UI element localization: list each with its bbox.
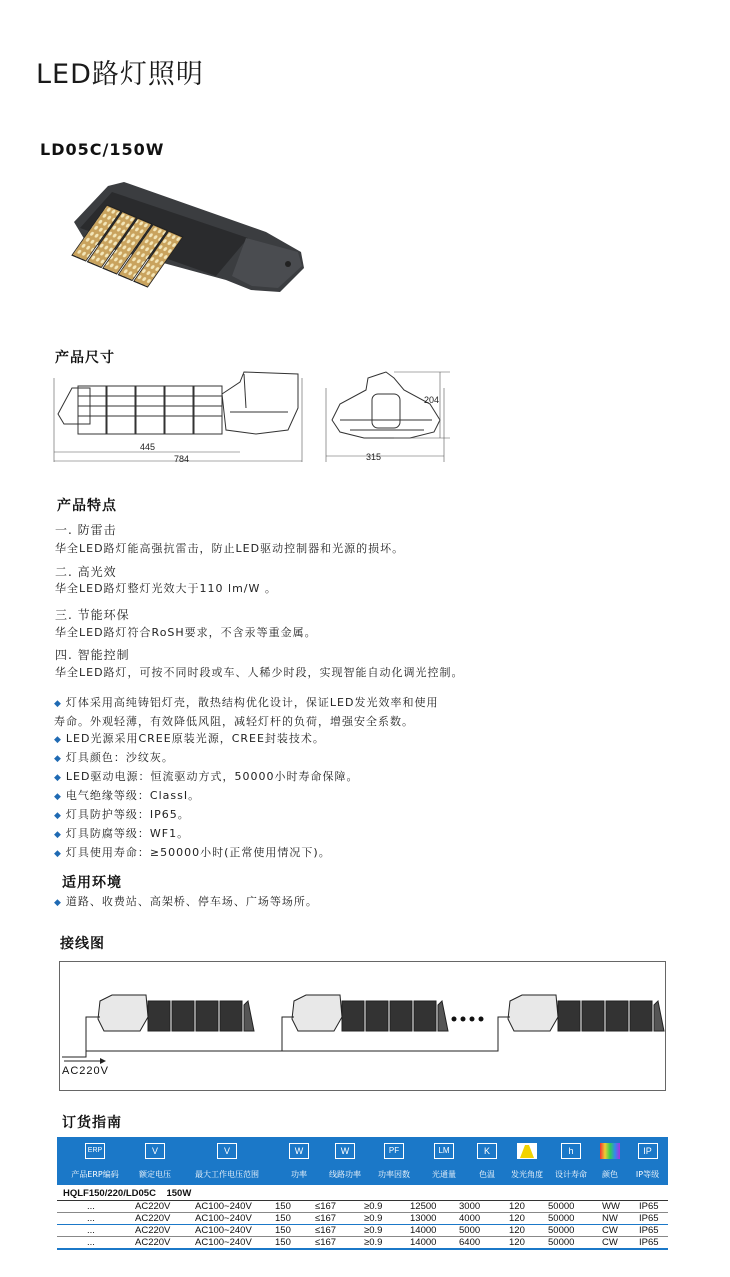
feature-desc: 华全LED路灯整灯光效大于110 lm/W 。 xyxy=(55,582,277,595)
feature-desc: 华全LED路灯符合RoSH要求，不含汞等重金属。 xyxy=(55,626,317,639)
voltage-icon: V xyxy=(145,1143,165,1159)
feature-title: 二. 高光效 xyxy=(55,565,117,579)
header-col-voltage: V 额定电压 xyxy=(133,1137,177,1185)
section-wiring-title: 接线图 xyxy=(60,936,105,952)
ip-icon: IP xyxy=(638,1143,658,1159)
bullet-icon: ◆ xyxy=(54,735,62,745)
spec-bullet: ◆ 灯具使用寿命：≥50000小时(正常使用情况下)。 xyxy=(54,846,331,859)
bullet-icon: ◆ xyxy=(54,792,62,802)
spec-bullet: ◆ 灯具防腐等级：WF1。 xyxy=(54,827,190,840)
bullet-icon: ◆ xyxy=(54,754,62,764)
spec-bullet: ◆ 电气绝缘等级：ClassⅠ。 xyxy=(54,789,201,802)
voltage-icon: V xyxy=(217,1143,237,1159)
wiring-voltage-label: AC220V xyxy=(62,1065,109,1077)
header-col-lumen: LM 光通量 xyxy=(419,1137,469,1185)
table-row: ... AC220V AC100~240V 150 ≤167 ≥0.9 14000 5000 120 50000 CW IP65 xyxy=(87,1225,659,1236)
feature-title: 四. 智能控制 xyxy=(55,648,130,662)
bullet-icon: ◆ xyxy=(54,811,62,821)
header-col-ip: IP IP等级 xyxy=(627,1137,668,1185)
dim-length-total: 784 xyxy=(174,454,190,464)
dim-length-inner: 445 xyxy=(140,442,156,452)
header-col-erp: ERP 产品ERP编码 xyxy=(57,1137,133,1185)
header-col-lifetime: h 设计寿命 xyxy=(549,1137,593,1185)
header-col-pf: PF 功率因数 xyxy=(369,1137,419,1185)
table-row: ... AC220V AC100~240V 150 ≤167 ≥0.9 14000 6400 120 50000 CW IP65 xyxy=(87,1237,659,1248)
header-col-voltage-range: V 最大工作电压范围 xyxy=(177,1137,277,1185)
section-env-title: 适用环境 xyxy=(62,875,122,891)
kelvin-icon: K xyxy=(477,1143,497,1159)
erp-icon: ERP xyxy=(85,1143,105,1159)
feature-title: 一. 防雷击 xyxy=(55,523,117,537)
section-features-title: 产品特点 xyxy=(57,498,117,514)
spec-bullet: ◆ 灯具颜色：沙纹灰。 xyxy=(54,751,174,764)
hour-icon: h xyxy=(561,1143,581,1159)
header-col-cct: K 色温 xyxy=(469,1137,505,1185)
header-col-color: 颜色 xyxy=(593,1137,627,1185)
wiring-diagram xyxy=(60,975,666,1075)
model-name: LD05C/150W xyxy=(40,140,165,159)
bullet-icon: ◆ xyxy=(54,773,62,783)
dimension-drawing xyxy=(50,368,450,466)
table-row: ... AC220V AC100~240V 150 ≤167 ≥0.9 12500 3000 120 50000 WW IP65 xyxy=(87,1201,659,1212)
header-col-power: W 功率 xyxy=(277,1137,321,1185)
product-photo xyxy=(66,180,311,310)
bullet-icon: ◆ xyxy=(54,699,62,709)
table-row: ... AC220V AC100~240V 150 ≤167 ≥0.9 13000 4000 120 50000 NW IP65 xyxy=(87,1213,659,1224)
watt-icon: W xyxy=(335,1143,355,1159)
spec-bullet: ◆ 灯具防护等级：IP65。 xyxy=(54,808,190,821)
spec-bullet: ◆ LED光源采用CREE原装光源，CREE封装技术。 xyxy=(54,732,325,745)
page-title: LED路灯照明 xyxy=(36,59,204,90)
order-group-label: HQLF150/220/LD05C 150W xyxy=(63,1188,192,1199)
spec-bullet: ◆ LED驱动电源：恒流驱动方式，50000小时寿命保障。 xyxy=(54,770,359,783)
section-order-title: 订货指南 xyxy=(62,1115,122,1131)
header-col-beam-angle: 发光角度 xyxy=(505,1137,549,1185)
watt-icon: W xyxy=(289,1143,309,1159)
order-table-header xyxy=(57,1137,668,1185)
feature-desc: 华全LED路灯能高强抗雷击，防止LED驱动控制器和光源的损坏。 xyxy=(55,542,405,555)
pf-icon: PF xyxy=(384,1143,404,1159)
spec-bullet-continuation: 寿命。外观轻薄，有效降低风阻，减轻灯杆的负荷，增强安全系数。 xyxy=(54,715,414,728)
section-size-title: 产品尺寸 xyxy=(55,350,115,366)
lumen-icon: LM xyxy=(434,1143,454,1159)
header-col-line-power: W 线路功率 xyxy=(321,1137,369,1185)
feature-title: 三. 节能环保 xyxy=(55,608,130,622)
env-bullet: ◆ 道路、收费站、高架桥、停车场、广场等场所。 xyxy=(54,895,318,908)
dim-width: 315 xyxy=(366,452,382,462)
bullet-icon: ◆ xyxy=(54,830,62,840)
bullet-icon: ◆ xyxy=(54,898,62,908)
feature-desc: 华全LED路灯，可按不同时段或车、人稀少时段，实现智能自动化调光控制。 xyxy=(55,666,464,679)
table-rule xyxy=(57,1248,668,1250)
beam-angle-icon xyxy=(517,1143,537,1159)
bullet-icon: ◆ xyxy=(54,849,62,859)
dim-height: 204 xyxy=(424,395,440,405)
color-spectrum-icon xyxy=(600,1143,620,1159)
spec-bullet-list xyxy=(54,694,438,863)
spec-bullet: ◆ 灯体采用高纯铸铝灯壳，散热结构优化设计，保证LED发光效率和使用 xyxy=(54,696,439,709)
